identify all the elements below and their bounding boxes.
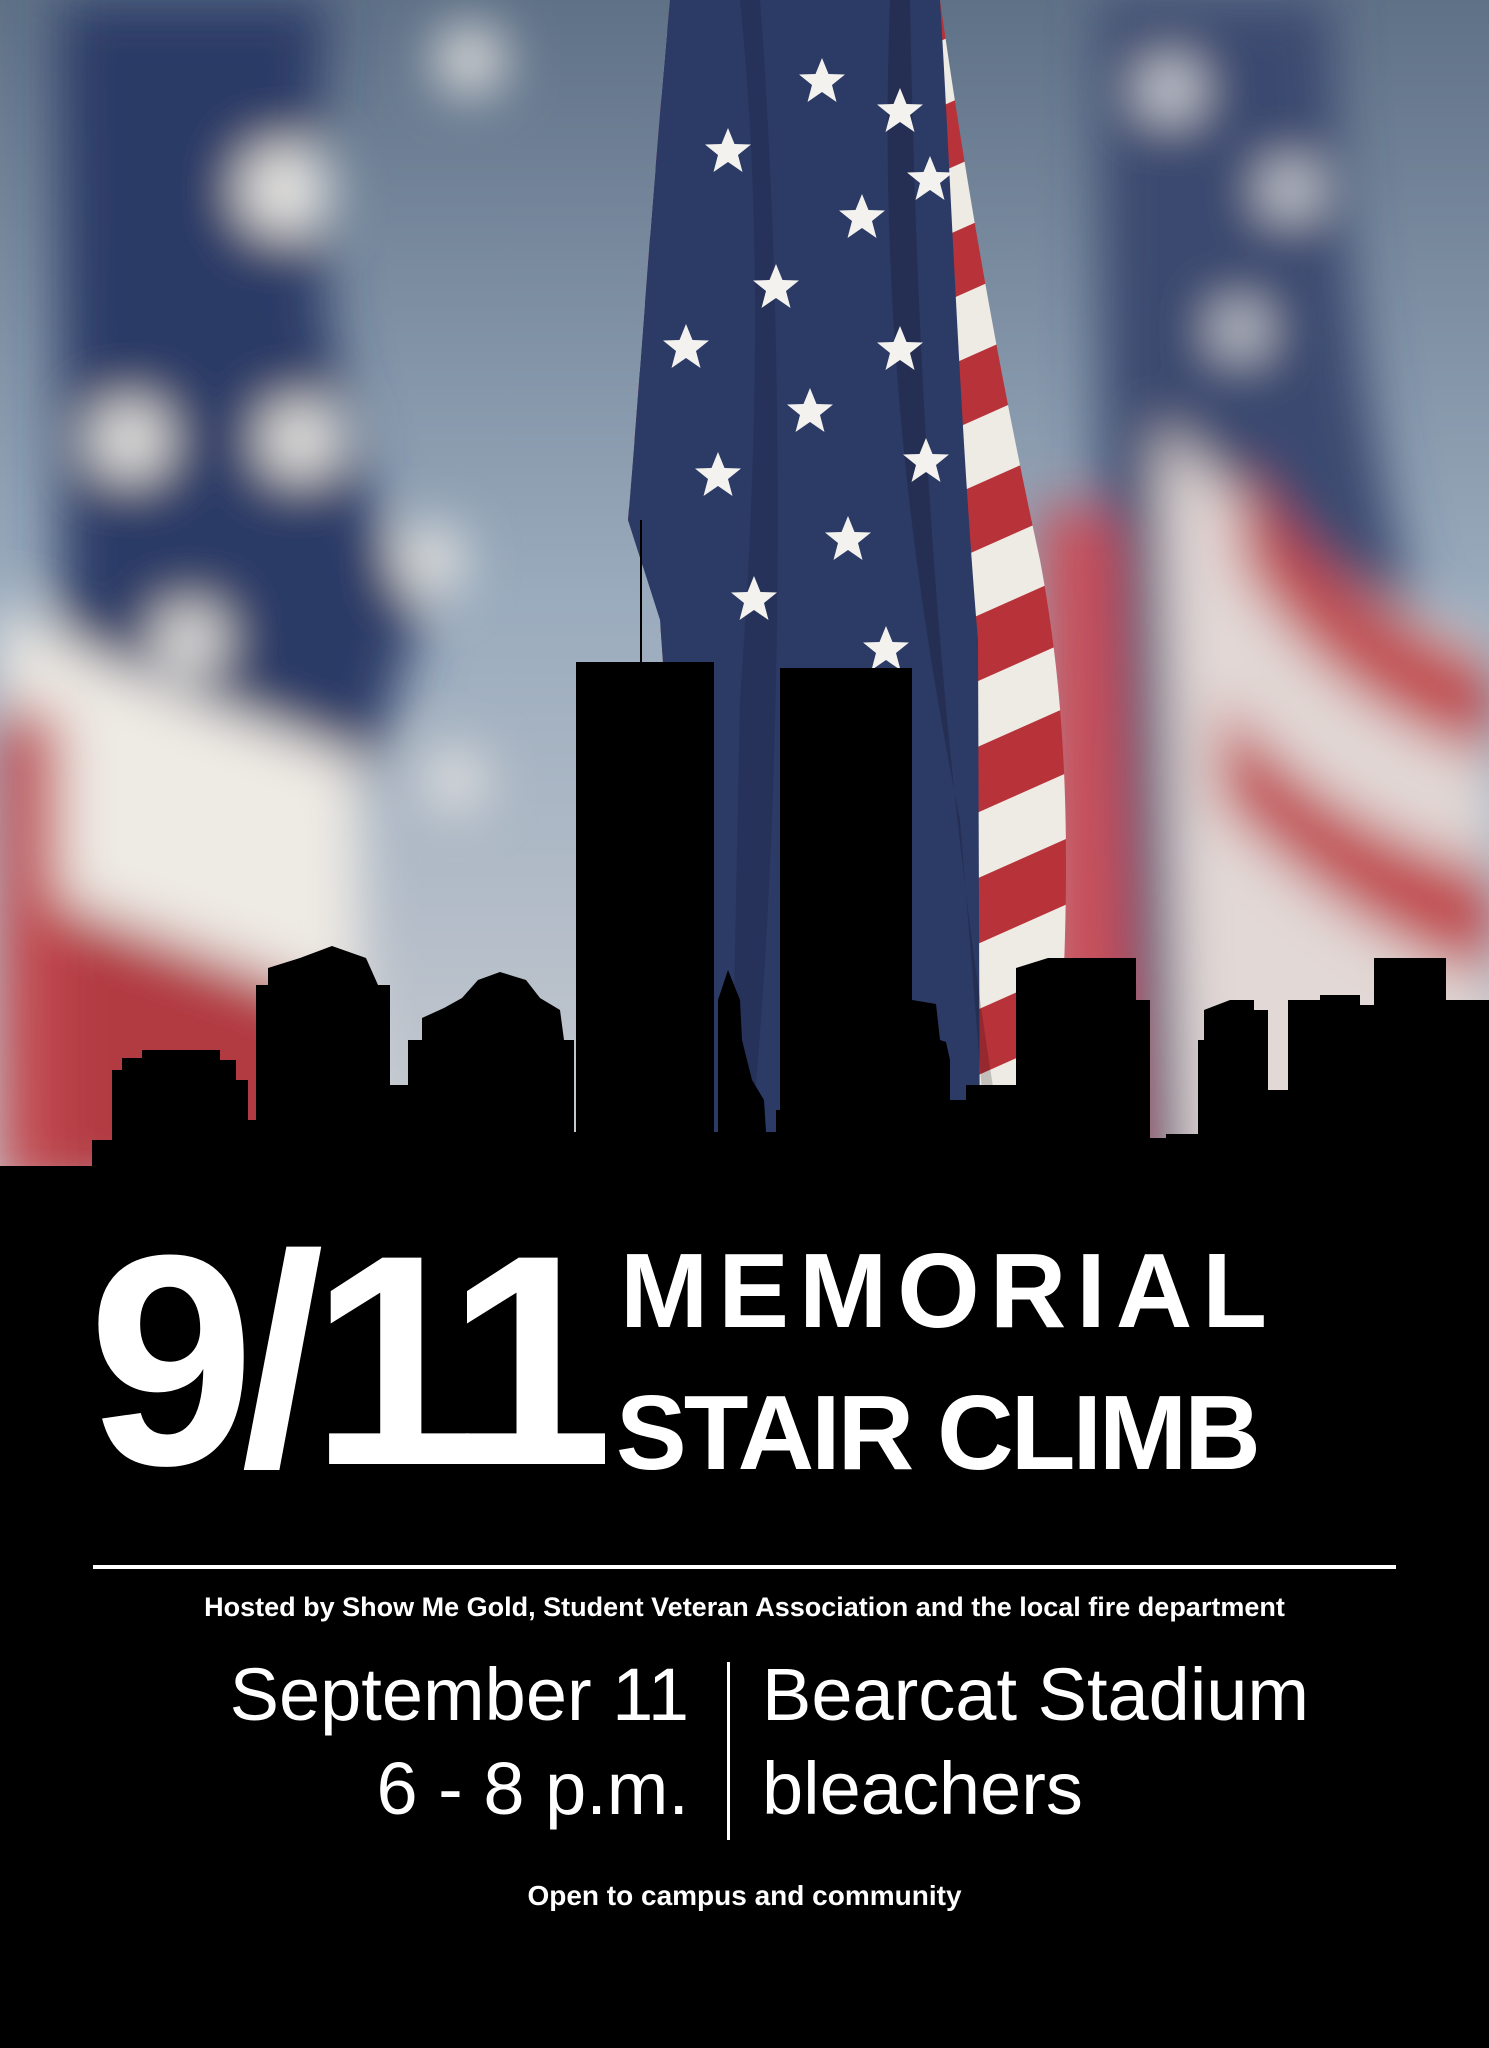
event-date: September 11 — [229, 1653, 689, 1736]
event-location — [762, 1648, 1309, 1836]
hosted-by-text: Hosted by Show Me Gold, Student Veteran Association and the local fire department — [204, 1592, 1285, 1622]
title-stair-climb — [616, 1374, 1258, 1492]
title-stair: STAIR — [616, 1374, 912, 1492]
event-datetime — [230, 1648, 689, 1836]
vertical-divider — [727, 1662, 730, 1840]
event-time: 6 - 8 p.m. — [376, 1747, 689, 1830]
title-memorial: MEMORIAL — [620, 1232, 1278, 1350]
title-climb: CLIMB — [937, 1374, 1258, 1492]
location-name: Bearcat Stadium — [762, 1653, 1310, 1736]
title-number: 9/11 — [88, 1192, 600, 1528]
audience-note: Open to campus and community — [527, 1880, 962, 1911]
location-detail: bleachers — [762, 1747, 1083, 1830]
horizontal-rule — [93, 1565, 1396, 1569]
